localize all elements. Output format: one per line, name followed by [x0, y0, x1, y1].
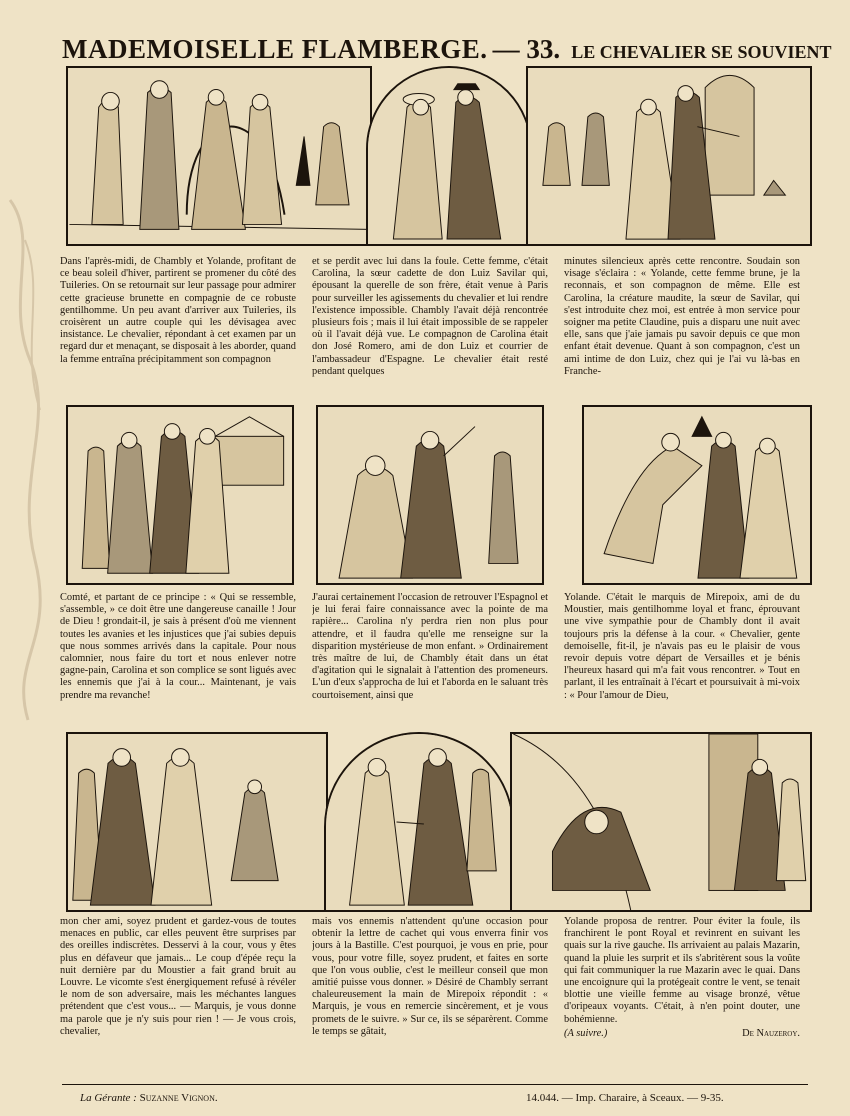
to-be-continued: (A suivre.): [564, 1027, 608, 1039]
paper-stain: [0, 180, 55, 740]
panel-illustration: [66, 732, 328, 912]
panel-illustration: [510, 732, 812, 912]
text-block-1: [60, 256, 800, 402]
illustration-bowing-marquis: [584, 407, 810, 583]
panel-row-2: [66, 405, 812, 585]
panel-illustration: [582, 405, 812, 585]
illustration-handshake: [326, 734, 512, 910]
episode-number: — 33.: [492, 34, 561, 64]
illustration-old-woman: [512, 734, 810, 910]
text-block-3: [60, 916, 800, 1082]
footer-gerante: [80, 1092, 218, 1104]
panel-illustration: [316, 405, 544, 585]
text-column: mais vos ennemis n'attendent qu'une occasion pour obtenir la lettre de cachet qui vous enverra finir vos jours à la Bastille. C'est pourquoi, je vous en prie, pour vous, pour votre fille, soyez prudent, et faites en sorte que l'on vous oublie, c'est le meilleur conseil que mon amitié puisse vous donner. » Désiré de Chambly serrant chaleureusement la main de Mirepoix répondit : « Marquis, je vous en remercie sincèrement, et je vous promets de le suivre. » Sur ce, ils se séparèrent. Comme le temps se gâtait,: [312, 916, 548, 1037]
illustration-gentlemen-talking: [68, 734, 326, 910]
panel-illustration: [66, 405, 294, 585]
gerante-name: Suzanne Vignon.: [139, 1092, 218, 1104]
panel-row-3: [66, 732, 812, 912]
footer-rule: [62, 1084, 808, 1085]
series-title: MADEMOISELLE FLAMBERGE.: [62, 34, 488, 64]
illustration-couple-arch: [368, 68, 530, 244]
illustration-chevalier-pointing: [528, 68, 810, 244]
text-column: Dans l'après-midi, de Chambly et Yolande, profitant de ce beau soleil d'hiver, partirent se promener du côté des Tuileries. On se retournait sur leur passage pour admirer cette gracieuse brunette en compagnie de ce robuste gentilhomme. Un peu avant d'arriver aux Tuileries, ils croisèrent un autre couple qui les dévisagea avec insistance. Le chevalier, répondant à cet examen par un regard dur et menaçant, se disposait à les aborder, quand la femme entraîna précipitamment son compagnon: [60, 256, 296, 365]
text-column: Yolande proposa de rentrer. Pour éviter la foule, ils franchirent le pont Royal et revinrent en suivant les quais sur la rive gauche. Ils arrivaient au palais Mazarin, quand la pluie les surprit et ils s'abritèrent sous la voûte qui fait communiquer la rue Mazarin avec le quai. Dans une encoignure qui la protégeait contre le vent, se tenait blottie une vieille femme au visage bronzé, vêtue d'oripeaux voyants. C'était, à n'en point douter, une bohémienne.: [564, 916, 800, 1025]
text-column: Yolande. C'était le marquis de Mirepoix, ami de du Moustier, mais gentilhomme loyal et franc, éprouvant une vive sympathie pour de Chambly dont il avait toujours pris la défense à la cour. « Chevalier, gente demoiselle, fit-il, je n'avais pas eu le plaisir de vous revoir depuis votre départ de Versailles et je bénis l'heureux hasard qui m'a fait vous rencontrer. » Tout en parlant, il les entraînait à l'écart et poursuivait à mi-voix : « Pour l'amour de Dieu,: [564, 592, 800, 701]
text-column: Comté, et partant de ce principe : « Qui se ressemble, s'assemble, » ce doit être une dangereuse canaille ! Jour de Dieu ! grondait-il, je sais à présent d'où me viennent toutes les avanies et les injustices que j'ai subies depuis que nous sommes arrivés dans la capitale. Pour nous calomnier, nous faire du tort et nous enlever notre gagne-pain, Carolina et son complice se sont ligués avec les ennemis que j'ai à la cour... Maintenant, je vais prendre ma revanche!: [60, 592, 296, 701]
text-block-2: [60, 592, 800, 728]
panel-row-1: [66, 66, 812, 246]
page-header: [62, 34, 832, 68]
gerante-label: La Gérante :: [80, 1092, 137, 1104]
author-signature: De Nauzeroy.: [742, 1027, 800, 1039]
panel-illustration: [66, 66, 372, 246]
text-column: et se perdit avec lui dans la foule. Cette femme, c'était Carolina, la sœur cadette de don Luiz Savilar qui, épousant la querelle de son frère, était venue à Paris pour surveiller les agissements du chevalier et lui rendre l'existence impossible. Chambly l'avait déjà rencontrée plusieurs fois ; mais il lui était impossible de se rappeler où il l'avait déjà vue. Le compagnon de Carolina était don José Romero, ami de don Luiz et courrier de l'ambassadeur d'Espagne. Le chevalier était resté pendant quelques: [312, 256, 548, 377]
panel-illustration: [526, 66, 812, 246]
text-column: mon cher ami, soyez prudent et gardez-vous de toutes menaces en public, car elles peuvent être surprises par des oreilles indiscrètes. Desservi à la cour, vous y êtes plus en défaveur que jamais... Le coup d'épée reçu la nuit dernière par du Moustier a fait grand bruit au Louvre. Le vicomte s'est énergiquement refusé à révéler le nom de son adversaire, mais les méchantes langues prétendent que c'est vous... — Marquis, je vous donne ma parole que je n'y suis pour rien ! — Je vous crois, chevalier,: [60, 916, 296, 1037]
text-column-final: [564, 916, 800, 1082]
illustration-greeting: [318, 407, 542, 583]
panel-illustration: [324, 732, 514, 912]
text-column: minutes silencieux après cette rencontre. Soudain son visage s'éclaira : « Yolande, cette femme brune, je la reconnais, et son compagnon de même. Elle est Carolina, la créature maudite, la sœur de Savilar, qui s'est introduite chez moi, est entrée à mon service pour soigner ma petite Claudine, puis a disparu une nuit avec elle, sans que j'aie jamais pu savoir depuis ce que mon enfant était devenue. Quant à son compagnon, c'est un ami intime de don Luiz, chez qui je l'ai vu là-bas en Franche-: [564, 256, 800, 377]
panel-illustration: [366, 66, 532, 246]
episode-title: LE CHEVALIER SE SOUVIENT: [571, 42, 832, 62]
illustration-street-couple: [68, 68, 370, 244]
footer-imprint: 14.044. — Imp. Charaire, à Sceaux. — 9-35.: [526, 1092, 724, 1104]
text-column: J'aurai certainement l'occasion de retrouver l'Espagnol et je lui ferai faire connaissance avec la pointe de ma rapière... Carolina n'y perdra rien non plus pour attendre, et il faudra qu'elle me renseigne sur la disparition mystérieuse de mon enfant. » Ordinairement très maître de lui, de Chambly était dans un état d'agitation qui le signalait à l'attention des promeneurs. L'un d'eux s'approcha de lui et l'aborda en le saluant très courtoisement, ainsi que: [312, 592, 548, 701]
illustration-gentlemen-palace: [68, 407, 292, 583]
